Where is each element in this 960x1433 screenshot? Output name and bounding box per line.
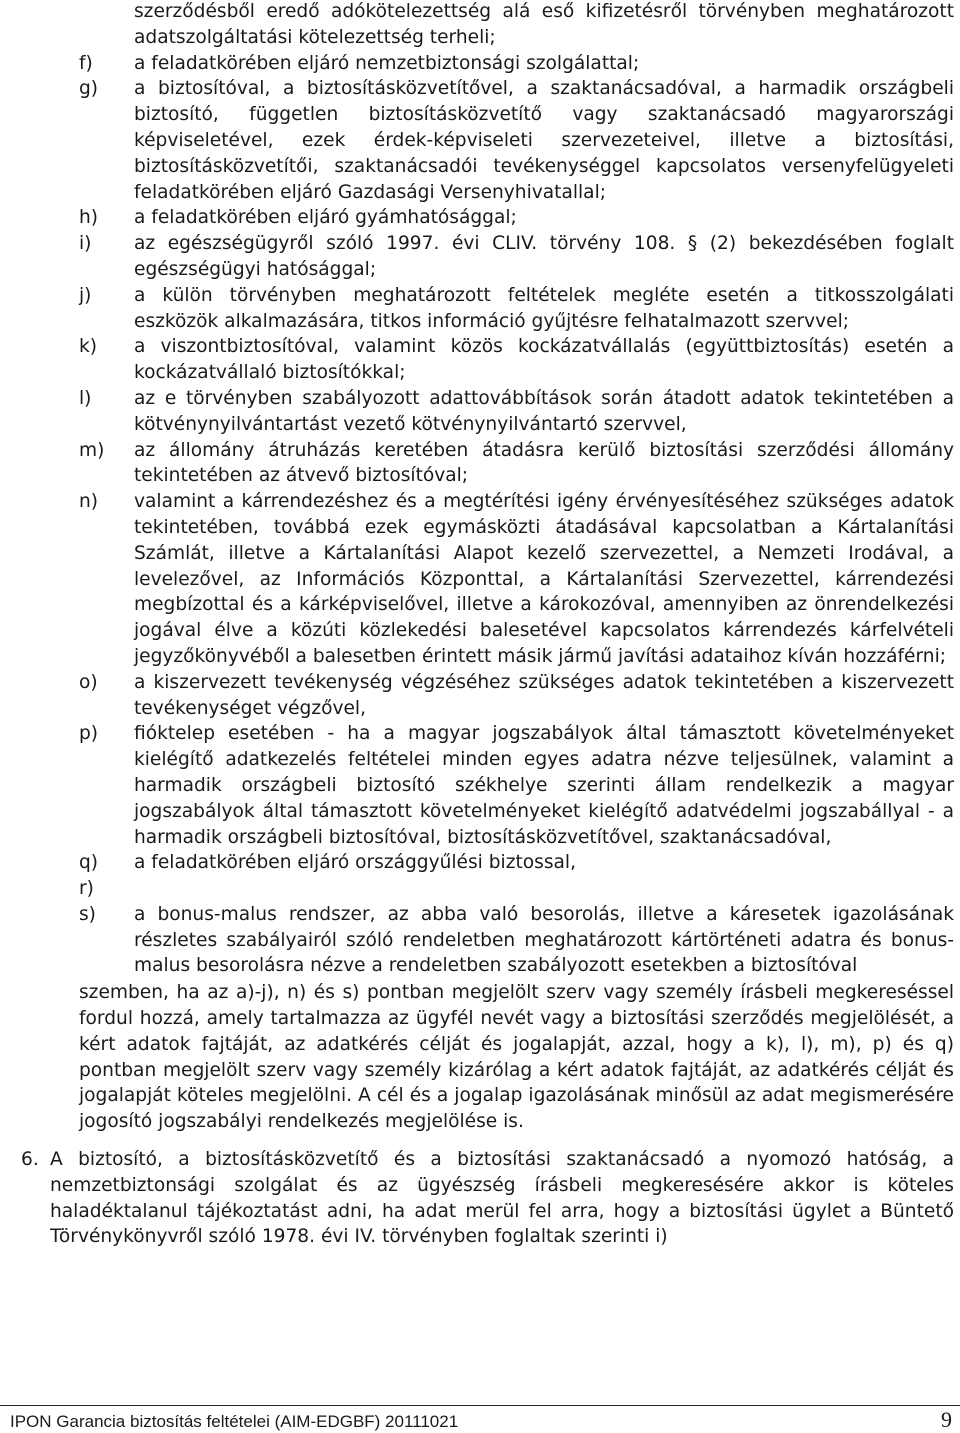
item-letter: q) bbox=[79, 852, 99, 874]
item-text: a külön törvényben meghatározott feltételek megléte esetén a titkosszolgálati eszközök alkalmazására, titkos információ gyűjtésre felhatalmazott szervvel; bbox=[134, 284, 954, 332]
list-item bbox=[0, 51, 960, 77]
item-text: a feladatkörében eljáró országgyűlési biztossal, bbox=[134, 852, 576, 874]
item-text: valamint a kárrendezéshez és a megtérítési igény érvényesítéséhez szükséges adatok tekintetében, továbbá ezek egymásközti átadásával kapcsolatban a Kártalanítási Számlát, illetve a Kártalanítási Alapot kezelő szervezettel, a Nemzeti Irodával, a levelezővel, az Információs Központtal, a Kártalanítási Szervezettel, kárrendezési megbízottal és a kárképviselővel, illetve a károkozóval, amennyiben az önrendelkezési jogával élve a közúti közlekedési balesetével kapcsolatos kárrendezés kárfelvételi jegyzőkönyvéből a balesetben érintett másik jármű javítási adataihoz kíván hozzáférni; bbox=[134, 491, 954, 667]
item-letter: l) bbox=[79, 387, 92, 409]
list-item bbox=[0, 902, 960, 979]
item-letter: f) bbox=[79, 52, 93, 74]
item-text: fióktelep esetében - ha a magyar jogszabályok által támasztott követelményeket kielégítő adatkezelés feltételei minden egyes adatra nézve teljesülnek, valamint a harmadik országbeli biztosító székhelye szerinti állam rendelkezik a magyar jogszabályok által támasztott követelményeket kielégítő adatvédelmi jogszabállyal - a harmadik országbeli biztosítóval, biztosításközvetítővel, szaktanácsadóval, bbox=[134, 723, 954, 848]
item-letter: s) bbox=[79, 903, 96, 925]
paragraph-text: A biztosító, a biztosításközvetítő és a biztosítási szaktanácsadó a nyomozó hatóság, a nemzetbiztonsági szolgálat és az ügyészség írásbeli megkeresésére akkor is köteles haladéktalanul tájékoztatást adni, ha adat merül fel arra, hogy a biztosítási ügylet a Büntető Törvénykönyvről szóló 1978. évi IV. törvényben foglaltak szerinti i) bbox=[50, 1149, 954, 1248]
item-text: az egészségügyről szóló 1997. évi CLIV. törvény 108. § (2) bekezdésében foglalt egészségügyi hatósággal; bbox=[134, 233, 954, 280]
item-letter: p) bbox=[79, 723, 99, 745]
item-list bbox=[0, 51, 960, 980]
item-letter: j) bbox=[79, 284, 92, 306]
list-item bbox=[0, 334, 960, 386]
footer-label: IPON Garancia biztosítás feltételei (AIM-EDGBF) 20111021 bbox=[10, 1412, 459, 1431]
continuation-paragraph bbox=[0, 0, 960, 51]
item-text: a biztosítóval, a biztosításközvetítővel, a szaktanácsadóval, a harmadik országbeli biztosító, független biztosításközvetítő vagy szaktanácsadó magyarországi képviseletével, ezek érdek-képviseleti szervezeteivel, illetve a biztosítási, biztosításközvetítői, szaktanácsadói tevékenységgel kapcsolatos versenyfelügyeleti feladatkörében eljáró Gazdasági Versenyhivatallal; bbox=[134, 78, 954, 203]
item-text: a feladatkörében eljáró gyámhatósággal; bbox=[134, 207, 517, 229]
item-text: a feladatkörében eljáró nemzetbiztonsági szolgálattal; bbox=[134, 52, 640, 74]
list-item bbox=[0, 850, 960, 876]
page-number: 9 bbox=[941, 1407, 952, 1432]
item-letter: h) bbox=[79, 207, 99, 229]
item-letter: m) bbox=[79, 439, 105, 461]
item-letter: k) bbox=[79, 336, 98, 358]
paragraph-number: 6. bbox=[21, 1149, 39, 1171]
item-text: az állomány átruházás keretében átadásra kerülő biztosítási szerződési állomány tekintetében az átvevő biztosítóval; bbox=[134, 439, 954, 487]
item-letter: o) bbox=[79, 671, 98, 693]
item-letter: g) bbox=[79, 78, 99, 100]
item-text: a bonus-malus rendszer, az abba való besorolás, illetve a káresetek igazolásának részletes szabályairól szóló rendeletben meghatározott kártörténeti adatra és bonus-malus besorolásra nézve a rendeletben szabályozott esetekben a biztosítóval bbox=[134, 903, 954, 977]
numbered-paragraph bbox=[0, 1147, 960, 1250]
list-item bbox=[0, 76, 960, 205]
list-item bbox=[0, 438, 960, 490]
item-letter: i) bbox=[79, 233, 92, 255]
page-footer bbox=[0, 1405, 960, 1433]
item-text: a kiszervezett tevékenység végzéséhez szükséges adatok tekintetében a kiszervezett tevékenységet végzővel, bbox=[134, 671, 954, 719]
list-item bbox=[0, 231, 960, 283]
continuation-text: szerződésből eredő adókötelezettség alá eső kifizetésről törvényben meghatározott adatszolgáltatási kötelezettség terheli; bbox=[134, 1, 954, 48]
list-item bbox=[0, 386, 960, 438]
list-item bbox=[0, 283, 960, 335]
closing-paragraph: szemben, ha az a)-j), n) és s) pontban megjelölt szerv vagy személy írásbeli megkereséssel fordul hozzá, amely tartalmazza az ügyfél nevét vagy a biztosítási szerződés megjelölését, a kért adatok fajtáját, az adatkérés célját és jogalapját, azzal, hogy a k), l), m), p) és q) pontban megjelölt szerv vagy személy kizárólag a kért adatok fajtáját, az adatkérés célját és jogalapját köteles megjelölni. A cél és a jogalap igazolásának minősül az adat megismerésére jogosító jogszabályi rendelkezés megjelölése is. bbox=[79, 982, 954, 1133]
list-item bbox=[0, 876, 960, 902]
list-item bbox=[0, 670, 960, 722]
item-text: a viszontbiztosítóval, valamint közös kockázatvállalás (együttbiztosítás) esetén a kockázatvállaló biztosítókkal; bbox=[134, 336, 954, 384]
list-item bbox=[0, 205, 960, 231]
list-item bbox=[0, 721, 960, 850]
item-text: az e törvényben szabályozott adattovábbítások során átadott adatok tekintetében a kötvénynyilvántartást vezető kötvénynyilvántartó szervvel, bbox=[134, 387, 954, 435]
list-item bbox=[0, 489, 960, 670]
item-letter: r) bbox=[79, 878, 94, 900]
item-letter: n) bbox=[79, 491, 99, 513]
